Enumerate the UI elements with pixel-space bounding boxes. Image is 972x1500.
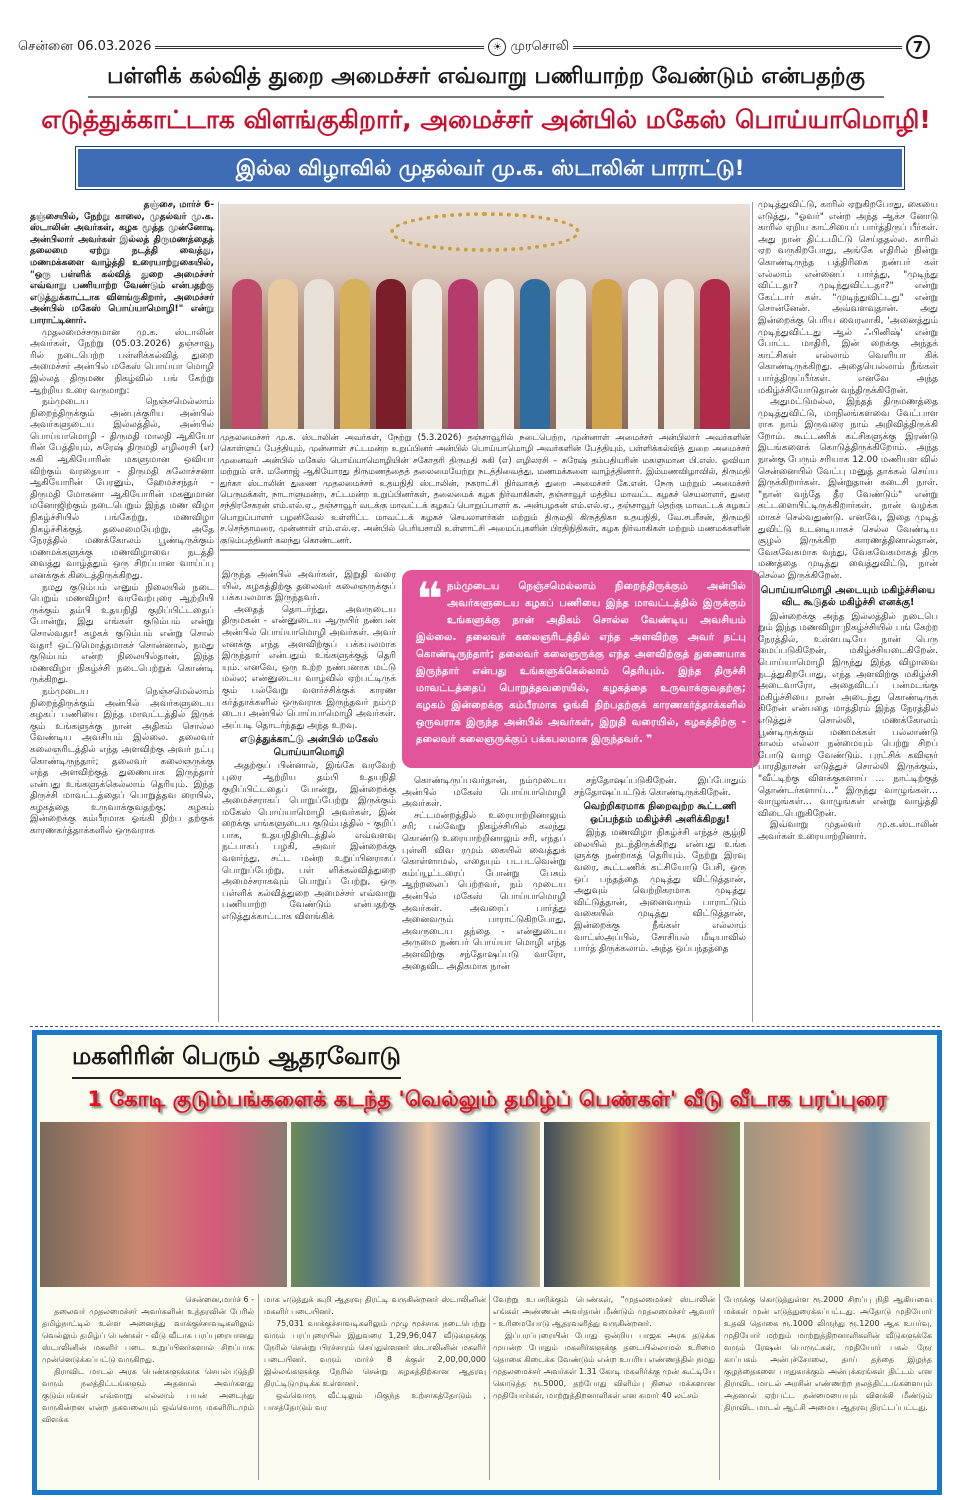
column-divider	[218, 202, 219, 1022]
paragraph: ஒவ்வொரு வீட்டிலும் மிகுந்த உற்சாகத்தோடும் , பாசத்தோடும் வர	[264, 1391, 486, 1412]
paragraph: சந்தோஷப்படுகிறேன். இப்போதும் சந்தோஷப்பட்டுக் கொண்டிருக்கிறேன்.	[574, 776, 746, 798]
paragraph: இந்த மணவிழா நிகழ்ச்சி எந்தச் சூழ்நி லையில் நடந்திருக்கிறது என்பது உங்க ளுக்கு நன்றாகத் தெரியும். நேற்று இரவு வரை, கூட்டணிக் கட்சியோடு பேசி, ஒரு ஒப் பந்தத்தை முடித்து விட்டுத்தான், அதுவும் வெற்றிகரமாக முடித்து விட்டுத்தான், அனைவரும் பாராட்டும் வகையில் முடித்து விட்டுத்தான், இன்றைக்கு நீங்கள் எல்லாம் வாட்ஸ்அப்பில், சோசியல் மீடியாவில் பார்த் திருக்கலாம். அந்த ஒப்பந்தத்தை	[574, 828, 746, 955]
feature-caption-2	[264, 1294, 486, 1414]
paragraph: முடித்துவிட்டு, காரில் ஏறுகிறபோது, கையை எடுத்து, "ஓவர்" என்ற அந்த ஆக்ச னோடு காரில் ஏறிய காட்சியைப் பார்த்திருப் பீர்கள். அது நான் திட்டமிட்டு செய்ததல்ல. காரில் ஏற வருகிறபோது, அங்கே எதிரில் நின்று கொண்டிருந்த பத்திரிகை நண்பர் கள் எல்லாம் என்னைப் பார்த்து, "முடிந்து விட்டதா? முடிந்துவிட்டதா?" என்று கேட்டார் கள். "முடிந்துவிட்டது" என்று சொன்னேன். அவ்வளவுதான். அது இன்றைக்கு பெரிய வைரலாகி, 'அனைத்தும் முடிந்துவிட்டது ஆல் ஃபினிஷ்' என்று போட்ட மாதிரி, இன் றைக்கு அந்தக் காட்சிகள் எல்லாம் வெளியா கிக் கொண்டிருக்கிறது. அதையெல்லாம் நீங்கள் பார்த்திருப்பீர்கள். எனவே அந்த மகிழ்ச்சியோடுதான் வந்திருக்கிறேன்.	[758, 200, 938, 396]
pull-quote-text: நம்முடைய நெஞ்சமெல்லாம் நிறைந்திருக்கும் அன்பில் அவர்களுடைய கழகப் பணியை இந்த மாவட்டத்தில் இருக்கும் உங்களுக்கு நான் அதிகம் சொல்ல வேண்டிய அவசியம் இல்லை. தலைவர் கலைஞரிடத்தில் எந்த அளவிற்கு அவர் நட்பு கொண்டிருந்தார்; தலைவர் கலைஞருக்கு எந்த அளவிற்குத் துணையாக இருந்தார் என்பது உங்களுக்கெல்லாம் தெரியும். இந்த திருச்சி மாவட்டத்தைப் பொறுத்தவரையில், கழகத்தை உருவாக்குவதற்கு; கழகம் இன்றைக்கு கம்பீரமாக ஓங்கி நிற்பதற்குக் காரணகர்த்தாக்களில் ஒருவராக இருந்த அன்பில் அவர்கள், இறுதி வரையில், கழகத்திற்கு - தலைவர் கலைஞருக்குப் பக்கபலமாக இருந்தவர்.	[416, 581, 746, 745]
article-headline: எடுத்துக்காட்டாக விளங்குகிறார், அமைச்சர் அன்பில் மகேஸ் பொய்யாமொழி!	[41, 105, 931, 134]
paragraph: அதுமட்டுமல்ல, இந்தத் திருமணத்தை முடித்துவிட்டு, மாநிலங்களவை வேட்பாள ராக நாம் இருவரை நாம் அறிவித்திருக்கி றோம். கூட்டணிக் கட்சிகளுக்கு இரண்டு இடங்களைக் கொடுத்திருக்கிறோம். அந்த நான்கு பேரும் சரியாக 12.00 மணியள வில் சென்னையில் வேட்பு மனுத் தாக்கல் செய்ய இருக்கிறார்கள். இன்றுதான் கடைசி நாள். "நான் வந்தே தீர வேண்டும்" என்று கட்டளையிட்டிருக்கிறார்கள். நான் வழக்க மாகச் செல்வதுண்டு. எனவே, இதை முடித் துவிட்டு உடனடியாகச் செல்ல வேண்டிய சூழல் இருக்கிற காரணத்தினால்தான், வேகவேகமாக வந்து, வேகவேகமாகத் திரு மணத்தை முடித்து வைத்துவிட்டு, நான் செல்ல இருக்கிறேன்.	[758, 397, 938, 581]
article-column-4	[574, 776, 746, 956]
feature-headline: 1 கோடி குடும்பங்களைக் கடந்த 'வெல்லும் தமிழ்ப் பெண்கள்' வீடு வீடாக பரப்புரை	[87, 1087, 887, 1111]
feature-caption-4	[724, 1294, 932, 1414]
masthead-name: முரசொலி	[510, 39, 569, 54]
floral-arch	[390, 212, 580, 252]
paragraph: இருந்த அன்பில் அவர்கள், இறுதி வரை யில், கழகத்திற்கு தலைவர் கலைஞருக்குப் பக்கபலமாக இருந்தவர்.	[222, 570, 396, 604]
campaign-photo-4	[744, 1122, 930, 1287]
feature-kicker: மகளிரின் பெரும் ஆதரவோடு	[72, 1042, 401, 1079]
feature-caption-1	[42, 1294, 254, 1426]
paragraph: வேற்று உபசரிக்கும் பெண்கள், "முதலமைச்சர் ஸ்டாலின் எங்கள் அண்ணன் அவர்தான் மீண்டும் முதலமைச்சர் ஆவார் - உரிமையோடு ஆதரவளித்து வருகின்றனர்.	[493, 1295, 715, 1328]
header-rule	[573, 46, 902, 49]
campaign-photo-1	[40, 1122, 287, 1287]
article-column-3	[402, 776, 566, 973]
article-kicker: பள்ளிக் கல்வித் துறை அமைச்சர் எவ்வாறு பணியாற்ற வேண்டும் என்பதற்கு	[107, 64, 865, 89]
campaign-photo-2	[291, 1122, 540, 1287]
paragraph: அதைத் தொடர்ந்து, அவருடைய திருமகன் - என்னுடைய ஆருயிர் நண்பன் அன்பில் பொய்யாமொழி அவர்கள். அவர் எனக்கு எந்த அளவிற்குப் பக்கபலமாக இருந்தார் என்பதும் உங்களுக்குத் தெரி யும். எனவே, ஒரு உற்ற நண்பனாக மட்டு மல்ல; என்னுடைய வாழ்வில் ஏற்பட்டிருக் கும் பல்வேறு வளர்ச்சிக்குக் காரண கர்த்தாக்களில் ஒருவராக இருந்தவர் நம்மு டைய அன்பில் பொய்யாமொழி அவர்கள். அப்படி தொடர்ந்தது அந்த உறவு.	[222, 604, 396, 731]
paragraph: அதற்குப் பின்னால், இங்கே வரவேற் புரை ஆற்றிய தம்பி உதயநிதி குறிப்பிட்டதைப் போன்று, இன்றைக்கு அமைச்சராகப் பொறுப்பேற்று இருக்கும் மகேஸ் பொய்யாமொழி அவர்கள், இன் றைக்கு எங்களுடைய குடும்பத்தில் - குறிப் பாக, உதயநிதியிடத்தில் எவ்வளவு நட்பாகப் பழகி, அவர் இன்றைக்கு வளர்ந்து, சட்ட மன்ற உறுப்பினராகப் பொறுப்பேற்று, பள் ளிக்கல்வித்துறை அமைச்சராகவும் பொறுப் பேற்று, ஒரு பள்ளிக் கல்வித்துறை அமைச்சர் எவ்வாறு பணியாற்ற வேண்டும் என்பதற்கு எடுத்துக்காட்டாக விளங்கிக்	[222, 761, 396, 923]
paragraph: இன்றைக்கு அந்த இல்லத்தில் நடைபெ றும் இந்த மணவிழா நிகழ்ச்சியில் பங் கேற்ற நேரத்தில், உள்ளபடியே நான் பெரு மைப்படுகிறேன், மகிழ்ச்சியடைகிறேன். பொய்யாமொழி இருந்து இந்த விழாவை நடத்துகிறபோது, எந்த அளவிற்கு மகிழ்ச்சி அடைவாரோ, அதைவிடப் பன்மடங்கு மகிழ்ச்சியை நான் அடைந்து கொண்டிருக் கிறேன் என்பதை மாத்திரம் இந்த நேரத்தில் எடுத்துச் சொல்லி, மணக்கோலம் பூண்டிருக்கும் மணமக்கள் பல்லாண்டு காலம் எல்லா நன்மையும் பெற்று சிறப் போடு வாழ வேண்டும். புரட்சிக் கவிஞர் பாரதிதாசன் எடுத்துச் சொல்லி இருக்கும், "வீட்டிற்கு விளக்குகளாய் … நாட்டிற்குத் தொண்டர்களாய்…" இருந்து வாழுங்கள்… வாழுங்கள்… வாழுங்கள் என்று வாழ்த்தி விடைபெறுகிறேன்.	[758, 611, 938, 819]
column-divider	[752, 202, 753, 1022]
kicker-rule	[88, 96, 884, 98]
quote-mark-icon: ❝	[416, 572, 443, 626]
header-rule	[155, 46, 484, 49]
page-number: 7	[906, 35, 930, 59]
article-lead: தஞ்சையில், நேற்று காலை, முதல்வர் மு.க. ஸ்டாலின் அவர்கள், கழக மூத்த முன்னோடி அன்பிலார் அவர்கள் இல்லத் திருமணத்தைத் தலைமை ஏற்று நடத்தி வைத்து, மணமக்களை வாழ்த்தி உரையாற்றுகையில், "ஒரு பள்ளிக் கல்வித் துறை அமைச்சர் எவ்வாறு பணியாற்ற வேண்டும் என்பதற்கு எடுத்துக்காட்டாக விளங்குகிறார், அமைச்சர் அன்பில் மகேஸ் பொய்யாமொழி!" என்று பாராட்டினார்.	[30, 211, 214, 326]
paragraph: தலைவர் முதலமைச்சர் அவர்களின் உத்தரவின் பேரில் தமிழ்நாட்டில் உள்ள அனைத்து வாக்குச்சாவடிகளிலும் வெல்லும் தமிழ்ப் பெண்கள் - வீடு வீடாக பரப்புரையானது ஸ்டாலினின் மகளிர் படை உறுப்பினர்களால் சிறப்பாக முன்னெடுக்கப்பட்டு வருகிறது.	[42, 1307, 254, 1364]
wedding-photo	[220, 204, 750, 429]
feature-caption-3	[493, 1294, 715, 1402]
paragraph: நம்முடைய நெஞ்சமெல்லாம் நிறைந்திருக்கும் அன்புக்குரிய அன்பில் அவர்களுடைய இல்லத்தில், அன்பில் பொய்யாமொழி - திருமதி மாலதி ஆகியோ ரின் பேத்தியும், சுரேஷ் திருமதி எழிலரசி (எ) சுகி ஆகியோரின் மகளுமான ஒவியா விற்கும் வரதையா - திருமதி சுலோச்சனா ஆகியோரின் பேரனும், ஹேமச்சந்தர் - திருமதி மோகனா ஆகியோரின் மகனுமான மனோஜிற்கும் நடைபெறும் இந்த மண விழா நிகழ்ச்சியில் பங்கேற்று, மணவிழா நிகழ்ச்சிக்குத் தலைமையேற்று, அதே நேரத்தில் மணக்கோலம் பூண்டிருக்கும் மணமக்களுக்கு மணவிழாவை நடத்தி வைத்து வாழ்த்தும் ஒரு சிறப்பான வாய்ப்பு எனக்குக் கிடைத்திருக்கிறது.	[30, 397, 214, 581]
section-divider	[30, 1026, 940, 1027]
column-divider	[489, 1294, 490, 1480]
paragraph: மாக எடுத்துக் கூறி ஆதரவு திரட்டி வருகின்றனர் ஸ்டாலினின் மகளிர் படையினர்.	[264, 1295, 486, 1316]
pull-quote	[402, 570, 760, 768]
paragraph: முதலமைச்சருமான மு.க. ஸ்டாலின் அவர்கள், நேற்று (05.03.2026) தஞ்சாவூ ரில் நடைபெற்ற பள்ளிக்கல்வித் துறை அமைச்சர் அன்பில் மகேஸ் பொய்யா மொழி இல்லத் திருமண நிகழ்வில் பங் கேற்று ஆற்றிய உரை வருமாறு:	[30, 327, 214, 396]
article-column-5	[758, 200, 938, 843]
dateline: சென்னை 06.03.2026	[18, 39, 152, 54]
article-dateline: தஞ்சை, மார்ச் 6-	[143, 200, 214, 210]
column-divider	[258, 1294, 259, 1480]
column-divider	[719, 1294, 720, 1480]
paragraph: நமது குடும்பம் எனும் நிலையில் நடை பெறும் மணவிழா! வரவேற்புரை ஆற்றியி ருக்கும் தம்பி உதயநிதி குறிப்பிட்டதைப் போன்று, இது எங்கள் குடும்பம் என்று சொல்வதா! கழகக் குடும்பம் என்று சொல் வதா! ஒட்டுமொத்தமாகச் சொன்னால், நமது குடும்பம் என்ற நிலையில்தான், இந்த மணவிழா நிகழ்ச்சி நடைபெற்றுக் கொண்டி ருக்கிறது.	[30, 582, 214, 686]
quote-close-icon: ❞	[646, 734, 653, 745]
article-column-1	[30, 200, 214, 838]
article-column-2	[222, 570, 396, 924]
page-header	[18, 36, 930, 58]
paragraph: திராவிட மாடல் அரசு பெண்களுக்காக செயல்படுத்தி வரும் நலத்திட்டங்களும் அதனால் அவர்களது குடும்பங்கள் எவ்வாறு எல்லாம் பயன் அடைந்து வருகின்றன என்ற தகவலையும் ஒவ்வொரு மகளிரிடமும் விளக்க	[42, 1367, 254, 1424]
subheading: எடுத்துக்காட்டு அன்பில் மகேஸ் பொய்யாமொழி	[239, 734, 379, 758]
paragraph: 75,031 வாக்குச்சாவடிகளிலும் முழு மூச்சாக நடைபெற்று வரும் பரப்புரையில் இதுவரை 1,29,96,047 வீடுகளுக்கு நேரில் சென்று பிரச்சாரம் செய்துள்ளனர் ஸ்டாலினின் மகளிர் படையினர். வரும் மார்ச் 8 க்குள் 2,00,00,000 இல்லங்களுக்கு நேரில் சென்று கழகத்திற்கான ஆதரவு திரட்டிடுமுடிக்க உள்ளனர்.	[264, 1319, 486, 1388]
subheading: வெற்றிகரமாக நிறைவுற்ற கூட்டணி ஒப்பந்தம் மகிழ்ச்சி அளிக்கிறது!	[583, 801, 737, 825]
paragraph: இப்பரப்புரையின் போது ஒன்றிய பாஜக அரசு தடுக்க முயன்ற போதும் மகளிர்களுக்கு தடையில்லாமல் உரிமை தொகை கிடைக்க வேண்டும் என்ற உயரிய எண்ணத்தில் நமது முதலமைச்சர் அவர்கள் 1.31 கோடி மகளிர்க்கு முன் கூட்டியே கொடுத்த ரூ.5000, தற்போது விளிம்பு நிலை மக்களான முதியோர்கள், மாற்றுத்திறனாளிகள் என சுமார் 40 லட்சம்	[493, 1331, 715, 1400]
photo-caption: முதலமைச்சர் மு.க. ஸ்டாலின் அவர்கள், நேற்று (5.3.2026) தஞ்சாவூரில் நடைபெற்ற, முன்னாள் அமைச்சர் அன்பிலார் அவர்களின் கொள்ளுப் பேத்தியும், முன்னாள் சட்டமன்ற உறுப்பினர் அன்பில் பொய்யாமொழி அவர்களின் பேத்தியும், பள்ளிக்கல்வித் துறை அமைச்சர் முனைவர் அன்பில் மகேஸ் பொய்யாமொழியின் சகோதரி திருமதி சுகி (எ) எழிலரசி – சுரேஷ் தம்பதியரின் மகளுமான பி.எஸ். ஓவியா மற்றும் எச். மனோஜ் ஆகியோரது திருமணத்தைத் தலைமையேற்று நடத்திவைத்து, மணமக்களை வாழ்த்தினார். இம்மணவிழாவில், திருமதி துர்கா ஸ்டாலின் துணை முதலமைச்சர் உதயநிதி ஸ்டாலின், நகராட்சி நிர்வாகத் துறை அமைச்சர் கே.என். நேரு மற்றும் அமைச்சர் பெருமக்கள், நாடாளுமன்ற, சட்டமன்ற உறுப்பினர்கள், தலைமைக் கழக நிர்வாகிகள், தஞ்சாவூர் மத்திய மாவட்ட கழகச் செயலாளர், துரை சந்திரசேகரன் எம்.எல்.ஏ., தஞ்சாவூர் வடக்கு மாவட்டக் கழகப் பொறுப்பாளர் க. அன்பழகன் எம்.எல்.ஏ., தஞ்சாவூர் தெற்கு மாவட்டக் கழகப் பொறுப்பாளர் பழனிவேல் உள்ளிட்ட மாவட்டக் கழகச் செயலாளர்கள் மற்றும் திருமதி கிருத்திகா உதயநிதி, வே.சபரீசன், திருமதி ச.செந்தாமரை, முன்னாள் எம்.எல்.ஏ. அன்பில் பெரியசாமி உள்ளாட்சி அமைப்புகளின் பிரதிநிதிகள், கழக நிர்வாகிகள் மற்றும் மணமக்களின் குடும்பத்தினர் கலந்து கொண்டனர்.	[220, 432, 750, 551]
paragraph: கொண்டிருப்பவர்தான், நம்முடைய அன்பில் மகேஸ் பொய்யாமொழி அவர்கள்.	[402, 776, 566, 810]
article-banner: இல்ல விழாவில் முதல்வர் மு.க. ஸ்டாலின் பாராட்டு!	[75, 146, 905, 190]
rising-sun-emblem-icon: ☀	[488, 38, 506, 56]
masthead	[488, 38, 569, 56]
feature-dateline: சென்னை,மார்ச் 6 -	[185, 1295, 254, 1304]
paragraph: பேருக்கு கொடுத்துள்ள ரூ.2000 சிறப்பு நிதி ஆகியவை மக்கள் முன் எடுத்துரைக்கப்பட்டது. அதோடு முதியோர் உதவி தொகை ரூ.1000 லிருந்து ரூ.1200 ஆக உயர்வு, முதியோர் மற்றும் மாற்றுத்திறனாளிகளின் வீடுகளுக்கே வரும் ரேஷன் பொருட்கள், முதியோர் பகல் நேர காப்பகம் அன்புச்சோலை, தாய் தந்தை இழந்த குழந்தைகளை பாதுகாக்கும் அன்புக்கரங்கள் திட்டம் என திராவிட மாடல் அரசின் எண்ணற்ற நலத்திட்டங்களையும் அதனால் ஏற்பட்ட நன்மையையும் விளக்கி மீண்டும் திராவிட மாடல் ஆட்சி அமைய ஆதரவு திரட்டப்பட்டது.	[724, 1295, 932, 1412]
paragraph: சட்டமன்றத்தில் உரையாற்றினாலும் சரி; பல்வேறு நிகழ்ச்சியில் கலந்து கொண்டு உரையாற்றினாலும் சரி, எந்தப் புள்ளி விவ ரமும் கையில் வைத்துக் கொள்ளாமல், எதையும் படபடவென்று கம்ப்யூட்டரைப் போன்று பேசும் ஆற்றலைப் பெற்றவர், நம் முடைய அன்பில் மகேஸ் பொய்யாமொழி அவர்கள். அவரைப் பார்த்து அனைவரும் பாராட்டுகிறபோது, அவருடைய தந்தை - என்னுடைய அருமை நண்பர் பொய்யா மொழி எந்த அளவிற்கு சந்தோஷப்படு வாரோ, அதைவிட அதிகமாக நான்	[402, 810, 566, 972]
paragraph: நம்முடைய நெஞ்சமெல்லாம் நிறைந்திருக்கும் அன்பில் அவர்களுடைய கழகப் பணியை இந்த மாவட்டத்தில் இருக் கும் உங்களுக்கு நான் அதிகம் சொல்ல வேண்டிய அவசியம் இல்லை. தலைவர் கலைஞரிடத்தில் எந்த அளவிற்கு அவர் நட்பு கொண்டிருந்தார்; தலைவர் கலைஞருக்கு எந்த அளவிற்குத் துணையாக இருந்தார் என்பது உங்களுக்கெல்லாம் தெரியும். இந்த திருச்சி மாவட்டத்தைப் பொறுத்தவ ரையில், கழகத்தை உருவாக்குவதற்கு; கழகம் இன்றைக்கு கம்பீரமாக ஓங்கி நிற்ப தற்குக் காரணகர்த்தாக்களில் ஒருவராக	[30, 686, 214, 837]
subheading: பொய்யாமொழி அடையும் மகிழ்ச்சியை விட கூடுதல் மகிழ்ச்சி எனக்கு!	[760, 584, 936, 609]
paragraph: இவ்வாறு முதல்வர் மு.க.ஸ்டாலின் அவர்கள் உரையாற்றினார்.	[758, 820, 938, 842]
campaign-photo-3	[544, 1122, 740, 1287]
